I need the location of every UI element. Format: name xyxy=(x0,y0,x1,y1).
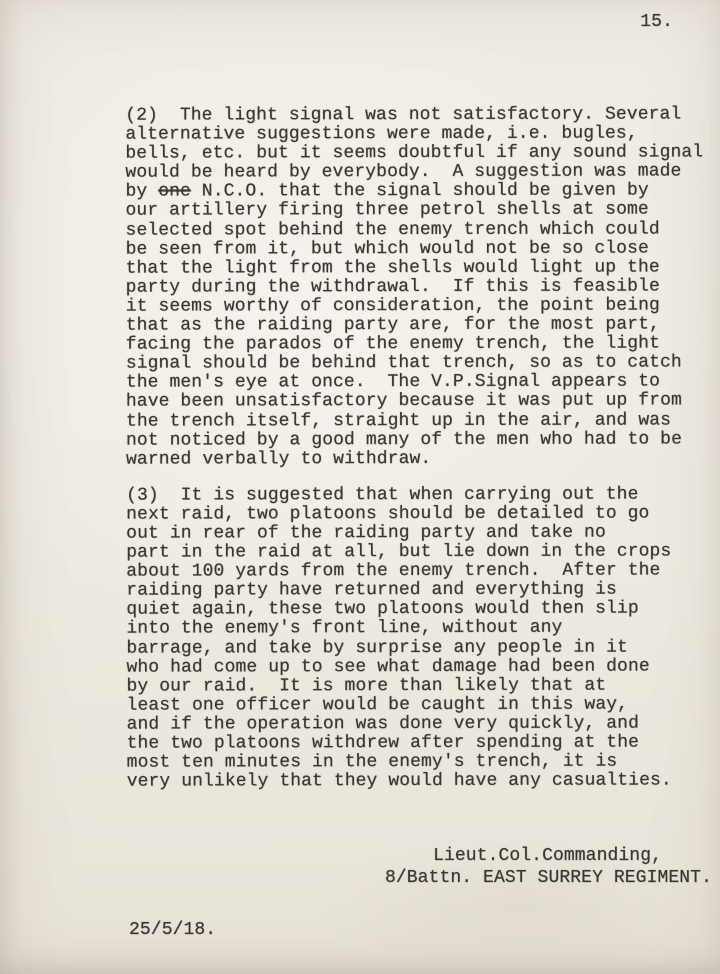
text-line: it seems worthy of consideration, the point being xyxy=(125,295,660,317)
struck-word: one xyxy=(158,181,191,202)
paragraph-2-lines-before xyxy=(125,105,715,183)
text-line: facing the parados of the enemy trench, the light xyxy=(125,333,660,355)
page-number: 15. xyxy=(640,12,673,32)
text-line: barrage, and take by surprise any people in it xyxy=(126,637,628,659)
text-line: by our raid. It is more than likely that at xyxy=(126,675,607,697)
paragraph-2-lines-after xyxy=(125,201,716,470)
text-line: the trench itself, straight up in the air, and was xyxy=(125,409,672,432)
text-line: about 100 yards from the enemy trench. After the xyxy=(126,560,661,582)
text-line: bells, etc. but it seems doubtful if any sound signal xyxy=(125,142,704,164)
text-line: least one officer would be caught in this way, xyxy=(126,694,629,716)
signature-title-line: Lieut.Col.Commanding, xyxy=(433,846,662,866)
text-line: the two platoons withdrew after spending at the xyxy=(126,732,640,754)
strike-line-prefix: by xyxy=(125,181,159,202)
text-line: signal should be behind that trench, so as to catch xyxy=(125,352,682,374)
paragraph-2 xyxy=(125,105,716,469)
text-line: have been unsatisfactory because it was put up from xyxy=(125,390,682,413)
text-line: (3) It is suggested that when carrying out the xyxy=(126,484,639,506)
strike-line-suffix: N.C.O. that the signal should be given by xyxy=(190,180,649,202)
document-body xyxy=(125,105,716,792)
text-line: that the light from the shells would light up the xyxy=(125,257,660,279)
text-line: be seen from it, but which would not be so close xyxy=(125,238,649,260)
text-line: our artillery firing three petrol shells at some xyxy=(125,199,649,222)
text-line: the men's eye at once. The V.P.Signal appears to xyxy=(125,371,661,393)
text-line: quiet again, these two platoons would then slip xyxy=(126,598,639,620)
text-line: selected spot behind the enemy trench which could xyxy=(125,219,660,241)
text-line: part in the raid at all, but lie down in the crops xyxy=(126,541,672,563)
signature-unit-line: 8/Battn. EAST SURREY REGIMENT. xyxy=(384,868,712,889)
text-line: most ten minutes in the enemy's trench, it is xyxy=(126,751,618,773)
text-line: party during the withdrawal. If this is feasible xyxy=(125,276,660,298)
date-stamp: 25/5/18. xyxy=(129,920,217,940)
text-line: warned verbally to withdraw. xyxy=(126,448,432,470)
text-line: that as the raiding party are, for the most part, xyxy=(125,314,660,336)
paragraph-3-lines xyxy=(126,485,717,792)
text-line: next raid, two platoons should be detailed to go xyxy=(126,503,650,525)
text-line: not noticed by a good many of the men who had to be xyxy=(125,429,683,451)
paragraph-3 xyxy=(126,485,717,792)
text-line: and if the operation was done very quickly, and xyxy=(126,713,639,735)
text-line: very unlikely that they would have any casualties. xyxy=(126,770,672,792)
text-line: would be heard by everybody. A suggestion was made xyxy=(125,161,682,183)
text-line: who had come up to see what damage had been done xyxy=(126,656,650,678)
text-line: out in rear of the raiding party and take no xyxy=(126,522,606,544)
text-line: into the enemy's front line, without any xyxy=(126,618,563,640)
text-line: raiding party have returned and everything is xyxy=(126,579,617,601)
text-line: (2) The light signal was not satisfactory. Several xyxy=(125,104,682,126)
text-line: alternative suggestions were made, i.e. bugles, xyxy=(125,123,638,145)
signature-block xyxy=(385,847,712,888)
